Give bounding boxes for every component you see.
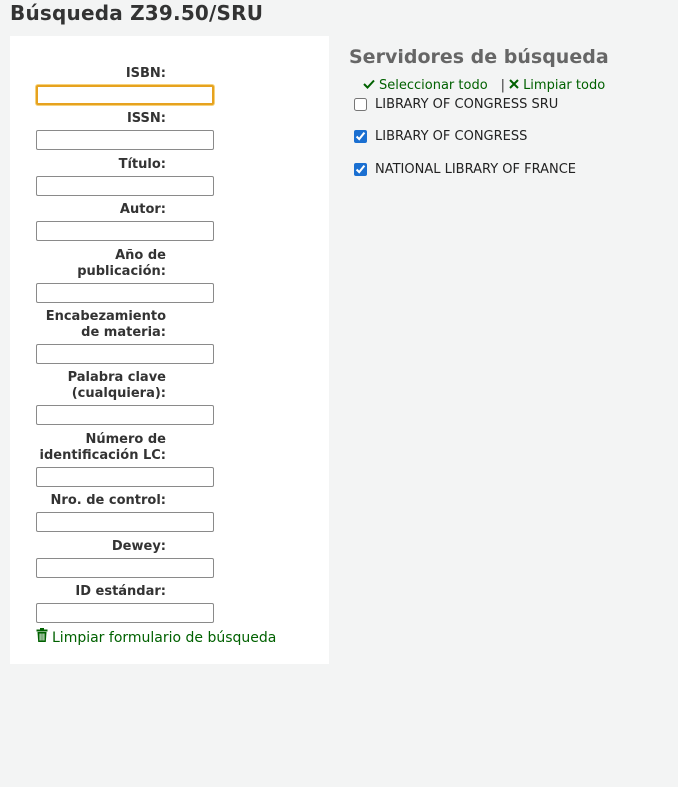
clear-all-link[interactable]	[509, 78, 605, 93]
control-number-field	[36, 493, 226, 532]
publication-year-label: Año de publicación:	[77, 248, 166, 279]
server-label: LIBRARY OF CONGRESS SRU	[375, 97, 559, 112]
server-item-bnf[interactable]	[354, 162, 576, 177]
dewey-field	[36, 539, 226, 578]
server-label: LIBRARY OF CONGRESS	[375, 129, 528, 144]
page-title: Búsqueda Z39.50/SRU	[10, 1, 264, 25]
control-number-label: Nro. de control:	[50, 493, 166, 508]
title-input[interactable]	[36, 176, 214, 196]
isbn-label: ISBN:	[125, 66, 166, 81]
standard-id-label: ID estándar:	[75, 584, 166, 599]
control-number-input[interactable]	[36, 512, 214, 532]
subject-heading-input[interactable]	[36, 344, 214, 364]
lc-number-label: Número de identificación LC:	[39, 432, 166, 463]
standard-id-field	[36, 584, 226, 623]
author-input[interactable]	[36, 221, 214, 241]
server-checkbox-bnf[interactable]	[354, 163, 367, 176]
lc-number-input[interactable]	[36, 467, 214, 487]
close-icon	[509, 78, 519, 93]
search-form-panel	[10, 36, 329, 664]
dewey-label: Dewey:	[111, 539, 166, 554]
isbn-field	[36, 66, 226, 105]
select-all-link[interactable]	[363, 78, 488, 93]
keyword-label: Palabra clave (cualquiera):	[67, 370, 166, 401]
standard-id-input[interactable]	[36, 603, 214, 623]
title-field	[36, 157, 226, 196]
keyword-field	[36, 370, 226, 425]
check-icon	[363, 78, 375, 93]
clear-search-form-link[interactable]	[36, 628, 276, 647]
issn-field	[36, 111, 226, 150]
clear-search-form-label: Limpiar formulario de búsqueda	[52, 629, 277, 646]
server-label: NATIONAL LIBRARY OF FRANCE	[375, 162, 577, 177]
servers-actions	[363, 78, 669, 93]
subject-heading-label: Encabezamiento de materia:	[45, 309, 166, 340]
trash-icon	[36, 628, 48, 647]
author-field	[36, 202, 226, 241]
subject-heading-field	[36, 309, 226, 364]
author-label: Autor:	[119, 202, 166, 217]
publication-year-input[interactable]	[36, 283, 214, 303]
isbn-input[interactable]	[36, 85, 214, 105]
publication-year-field	[36, 248, 226, 303]
server-checkbox-loc-sru[interactable]	[354, 98, 367, 111]
title-label: Título:	[118, 157, 166, 172]
servers-title: Servidores de búsqueda	[349, 46, 609, 68]
clear-all-label: Limpiar todo	[523, 78, 606, 93]
issn-label: ISSN:	[126, 111, 166, 126]
server-checkbox-loc[interactable]	[354, 130, 367, 143]
search-servers-panel	[349, 44, 669, 177]
keyword-input[interactable]	[36, 405, 214, 425]
select-all-label: Seleccionar todo	[379, 78, 488, 93]
server-item-loc[interactable]	[354, 129, 527, 144]
lc-number-field	[36, 432, 226, 487]
issn-input[interactable]	[36, 130, 214, 150]
actions-separator: |	[500, 78, 506, 93]
server-item-loc-sru[interactable]	[354, 97, 558, 112]
dewey-input[interactable]	[36, 558, 214, 578]
